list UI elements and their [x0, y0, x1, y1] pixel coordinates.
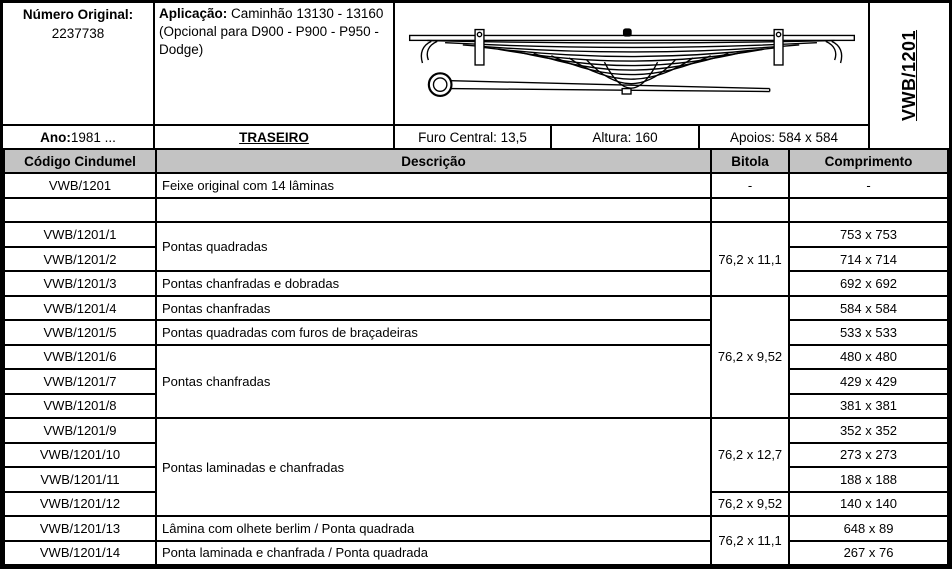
code-cell: VWB/1201/12: [4, 492, 156, 516]
header-bitola: Bitola: [711, 149, 789, 173]
description-cell: Lâmina com olhete berlim / Ponta quadrada: [156, 516, 711, 540]
length-cell: 273 x 273: [789, 443, 948, 467]
header-descricao: Descrição: [156, 149, 711, 173]
clamp-left: [475, 30, 484, 65]
application-cell: [155, 3, 395, 126]
bitola-cell: 76,2 x 9,52: [711, 492, 789, 516]
description-cell: Pontas quadradas com furos de braçadeiras: [156, 320, 711, 344]
table-row-empty: [4, 198, 948, 222]
length-cell: 714 x 714: [789, 247, 948, 271]
table-row: [4, 418, 948, 442]
table-row: [4, 541, 948, 566]
table-row: [4, 516, 948, 540]
part-code-vertical: VWB/1201: [899, 29, 920, 122]
code-cell: VWB/1201/3: [4, 271, 156, 295]
length-cell: 188 x 188: [789, 467, 948, 491]
original-number-value: 2237738: [51, 25, 105, 41]
length-cell: 692 x 692: [789, 271, 948, 295]
clamp-right: [774, 30, 783, 65]
specs-row: [395, 126, 870, 148]
length-cell: 267 x 76: [789, 541, 948, 566]
length-cell: 584 x 584: [789, 296, 948, 320]
code-cell: VWB/1201/6: [4, 345, 156, 369]
code-cell: [4, 198, 156, 222]
description-cell: Pontas chanfradas: [156, 345, 711, 418]
supports-cell: Apoios: 584 x 584: [700, 126, 870, 148]
code-cell: VWB/1201/14: [4, 541, 156, 566]
length-cell: 753 x 753: [789, 222, 948, 246]
code-cell: VWB/1201/9: [4, 418, 156, 442]
year-value: 1981 ...: [70, 129, 116, 145]
leaf-spring-diagram: [395, 3, 870, 126]
length-cell: 352 x 352: [789, 418, 948, 442]
length-cell: -: [789, 173, 948, 197]
description-cell: Ponta laminada e chanfrada / Ponta quadrada: [156, 541, 711, 566]
length-cell: 429 x 429: [789, 369, 948, 393]
application-value: Caminhão 13130 - 13160 (Opcional para D900 - P900 - P950 - Dodge): [159, 6, 384, 58]
description-cell: Feixe original com 14 lâminas: [156, 173, 711, 197]
header-codigo: Código Cindumel: [4, 149, 156, 173]
original-number-label: Número Original:: [22, 7, 134, 22]
center-bolt: [624, 29, 631, 36]
code-cell: VWB/1201: [4, 173, 156, 197]
length-cell: 381 x 381: [789, 394, 948, 418]
header-comprimento: Comprimento: [789, 149, 948, 173]
bottom-tab: [622, 89, 631, 94]
length-cell: 533 x 533: [789, 320, 948, 344]
table-row: [4, 271, 948, 295]
height-cell: Altura: 160: [552, 126, 700, 148]
table-row: [4, 173, 948, 197]
description-cell: Pontas chanfradas e dobradas: [156, 271, 711, 295]
code-cell: VWB/1201/4: [4, 296, 156, 320]
table-row: [4, 320, 948, 344]
code-cell: VWB/1201/8: [4, 394, 156, 418]
table-row: [4, 296, 948, 320]
central-hole-cell: Furo Central: 13,5: [395, 126, 552, 148]
header-section: [3, 3, 949, 148]
code-cell: VWB/1201/5: [4, 320, 156, 344]
bitola-cell: [711, 198, 789, 222]
table-row: [4, 345, 948, 369]
description-cell: [156, 198, 711, 222]
parts-table: [3, 148, 949, 566]
bitola-cell: 76,2 x 12,7: [711, 418, 789, 491]
length-cell: [789, 198, 948, 222]
table-header-row: [4, 149, 948, 173]
bitola-cell: 76,2 x 11,1: [711, 222, 789, 295]
description-cell: Pontas quadradas: [156, 222, 711, 271]
code-cell: VWB/1201/13: [4, 516, 156, 540]
code-cell: VWB/1201/7: [4, 369, 156, 393]
length-cell: 648 x 89: [789, 516, 948, 540]
bitola-cell: 76,2 x 9,52: [711, 296, 789, 418]
code-cell: VWB/1201/11: [4, 467, 156, 491]
length-cell: 140 x 140: [789, 492, 948, 516]
year-label: Ano:: [40, 129, 71, 145]
length-cell: 480 x 480: [789, 345, 948, 369]
year-cell: [3, 126, 155, 148]
code-cell: VWB/1201/10: [4, 443, 156, 467]
code-cell: VWB/1201/1: [4, 222, 156, 246]
spring-eye-leaf: [429, 73, 770, 96]
original-number-cell: [3, 3, 155, 126]
table-row: [4, 222, 948, 246]
description-cell: Pontas chanfradas: [156, 296, 711, 320]
bitola-cell: -: [711, 173, 789, 197]
position-cell: TRASEIRO: [155, 126, 395, 148]
application-label: Aplicação:: [159, 6, 228, 21]
description-cell: Pontas laminadas e chanfradas: [156, 418, 711, 516]
code-cell: VWB/1201/2: [4, 247, 156, 271]
bitola-cell: 76,2 x 11,1: [711, 516, 789, 565]
